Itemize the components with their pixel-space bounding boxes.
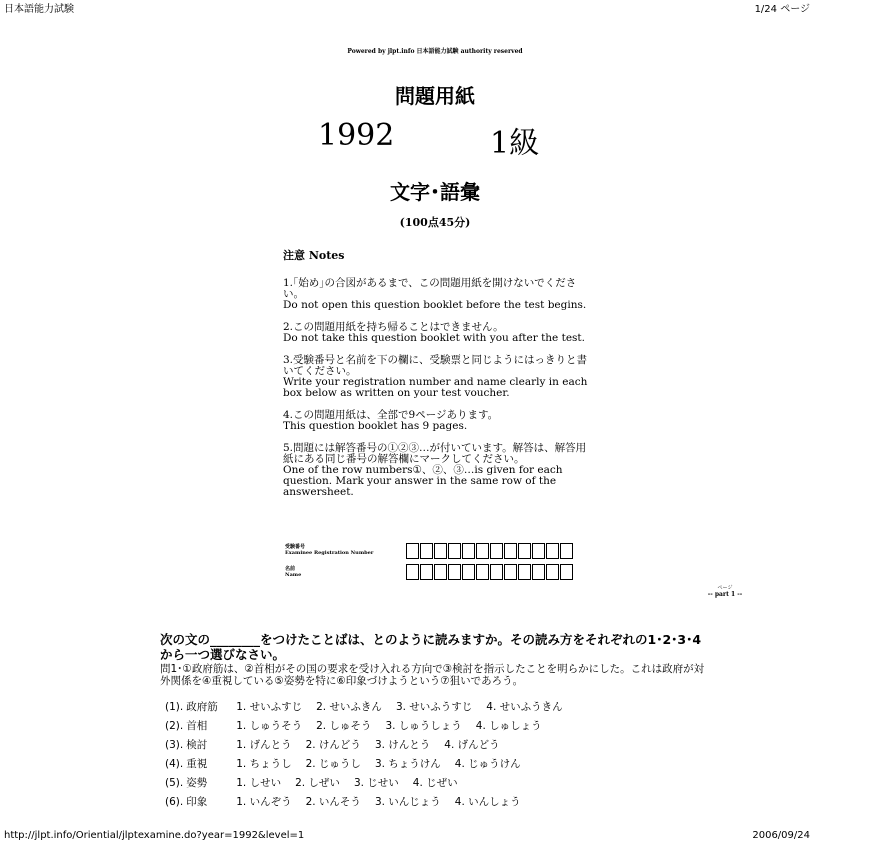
item-word: 重視 [186,758,208,770]
name-label-jp: 名前 [285,566,296,572]
option-choice[interactable]: 1. しゅうそう [236,720,303,732]
page-marker-small: ページ [717,585,733,591]
question-text: 問1･①政府筋は、②首相がその国の要求を受け入れる方向で③検討を指示したことを明らかにした。これは政府が対外関係を④重視している⑤姿勢を特に⑥印象づけようという⑦狙いであろう。 [160,663,705,687]
option-row [165,755,577,774]
page-marker [705,584,745,598]
registration-label-en: Examinee Registration Number [285,550,374,556]
page-count: 1/24 ページ [754,4,810,15]
name-label [285,566,301,578]
option-choice[interactable]: 2. しゅそう [316,720,372,732]
option-choice[interactable]: 4. げんどう [444,739,500,751]
item-word: 検討 [186,739,208,751]
note-item: 4.この問題用紙は、全部で9ページあります。 This question booklet has 9 pages. [283,409,499,432]
option-choice[interactable]: 4. じゅうけん [454,758,521,770]
item-word: 首相 [186,720,208,732]
option-choice[interactable]: 3. じせい [353,777,399,789]
name-label-en: Name [285,572,302,578]
option-choice[interactable]: 1. ちょうし [236,758,292,770]
item-word: 印象 [186,796,208,808]
option-row [165,793,577,812]
item-number: (2). [165,720,184,732]
option-choice[interactable]: 3. しゅうしょう [385,720,462,732]
powered-by: Powered by jlpt.info 日本語能力試験 authority reserved [347,48,523,55]
instruction: 次の文の________をつけたことばは、とのように読みますか。その読み方をそれぞれの1･2･3･4から一つ選びなさい。 [160,632,702,662]
option-choice[interactable]: 3. けんとう [374,739,431,751]
option-choice[interactable]: 4. しゅしょう [475,720,542,732]
item-number: (1). [165,701,184,713]
option-choice[interactable]: 3. せいふうすじ [395,701,473,713]
note-item: 1.｢始め｣の合図があるまで、この問題用紙を開けないでください。 Do not open this question booklet before the test begins. [283,277,587,311]
page-marker-text: -- part 1 -- [707,591,743,598]
year: 1992 [318,118,395,153]
option-choice[interactable]: 1. せいふすじ [236,701,303,713]
doc-title: 問題用紙 [395,84,475,108]
option-choice[interactable]: 3. いんじょう [374,796,441,808]
notes-list [283,278,588,498]
note-item: 5.問題には解答番号の①②③…が付いています。解答は、解答用紙にある同じ番号の解答欄にマークしてください。 One of the row numbers①、②、③…is given for each question. Mark your answer in the same row of the answersheet. [283,442,587,498]
header-title: 日本語能力試験 [4,4,74,15]
option-choice[interactable]: 2. いんそう [305,796,361,808]
option-choice[interactable]: 2. じゅうし [305,758,361,770]
item-word: 政府筋 [186,701,218,713]
notes-heading: 注意 Notes [283,249,345,262]
option-row [165,698,577,717]
option-choice[interactable]: 4. いんしょう [454,796,521,808]
option-row [165,736,577,755]
name-boxes[interactable] [406,564,574,580]
note-item: 3.受験番号と名前を下の欄に、受験票と同じようにはっきりと書いてください。 Write your registration number and name clearly in each box below as written on your test voucher. [283,354,588,399]
option-choice[interactable]: 2. しぜい [295,777,340,789]
registration-label [285,544,373,556]
item-number: (5). [165,777,184,789]
option-choice[interactable]: 4. じぜい [412,777,458,789]
option-choice[interactable]: 2. けんどう [305,739,361,751]
registration-boxes[interactable] [406,543,574,559]
registration-label-jp: 受験番号 [285,544,306,550]
option-choice[interactable]: 4. せいふうきん [486,701,563,713]
option-choice[interactable]: 3. ちょうけん [374,758,441,770]
item-number: (4). [165,758,184,770]
option-choice[interactable]: 1. いんぞう [236,796,292,808]
item-number: (6). [165,796,184,808]
option-choice[interactable]: 1. しせい [236,777,282,789]
subject: 文字･語彙 [390,180,480,204]
option-row [165,717,577,736]
item-word: 姿勢 [186,777,208,789]
level: 1級 [490,126,540,161]
answer-options [165,698,577,812]
time-limit: (100点45分) [399,216,471,229]
note-item: 2.この問題用紙を持ち帰ることはできません。 Do not take this question booklet with you after the test. [283,321,585,344]
option-choice[interactable]: 2. せいふきん [316,701,382,713]
footer-date: 2006/09/24 [752,830,810,841]
option-choice[interactable]: 1. げんとう [236,739,292,751]
item-number: (3). [165,739,184,751]
footer-url: http://jlpt.info/Oriential/jlptexamine.do?year=1992&level=1 [4,830,305,841]
option-row [165,774,577,793]
